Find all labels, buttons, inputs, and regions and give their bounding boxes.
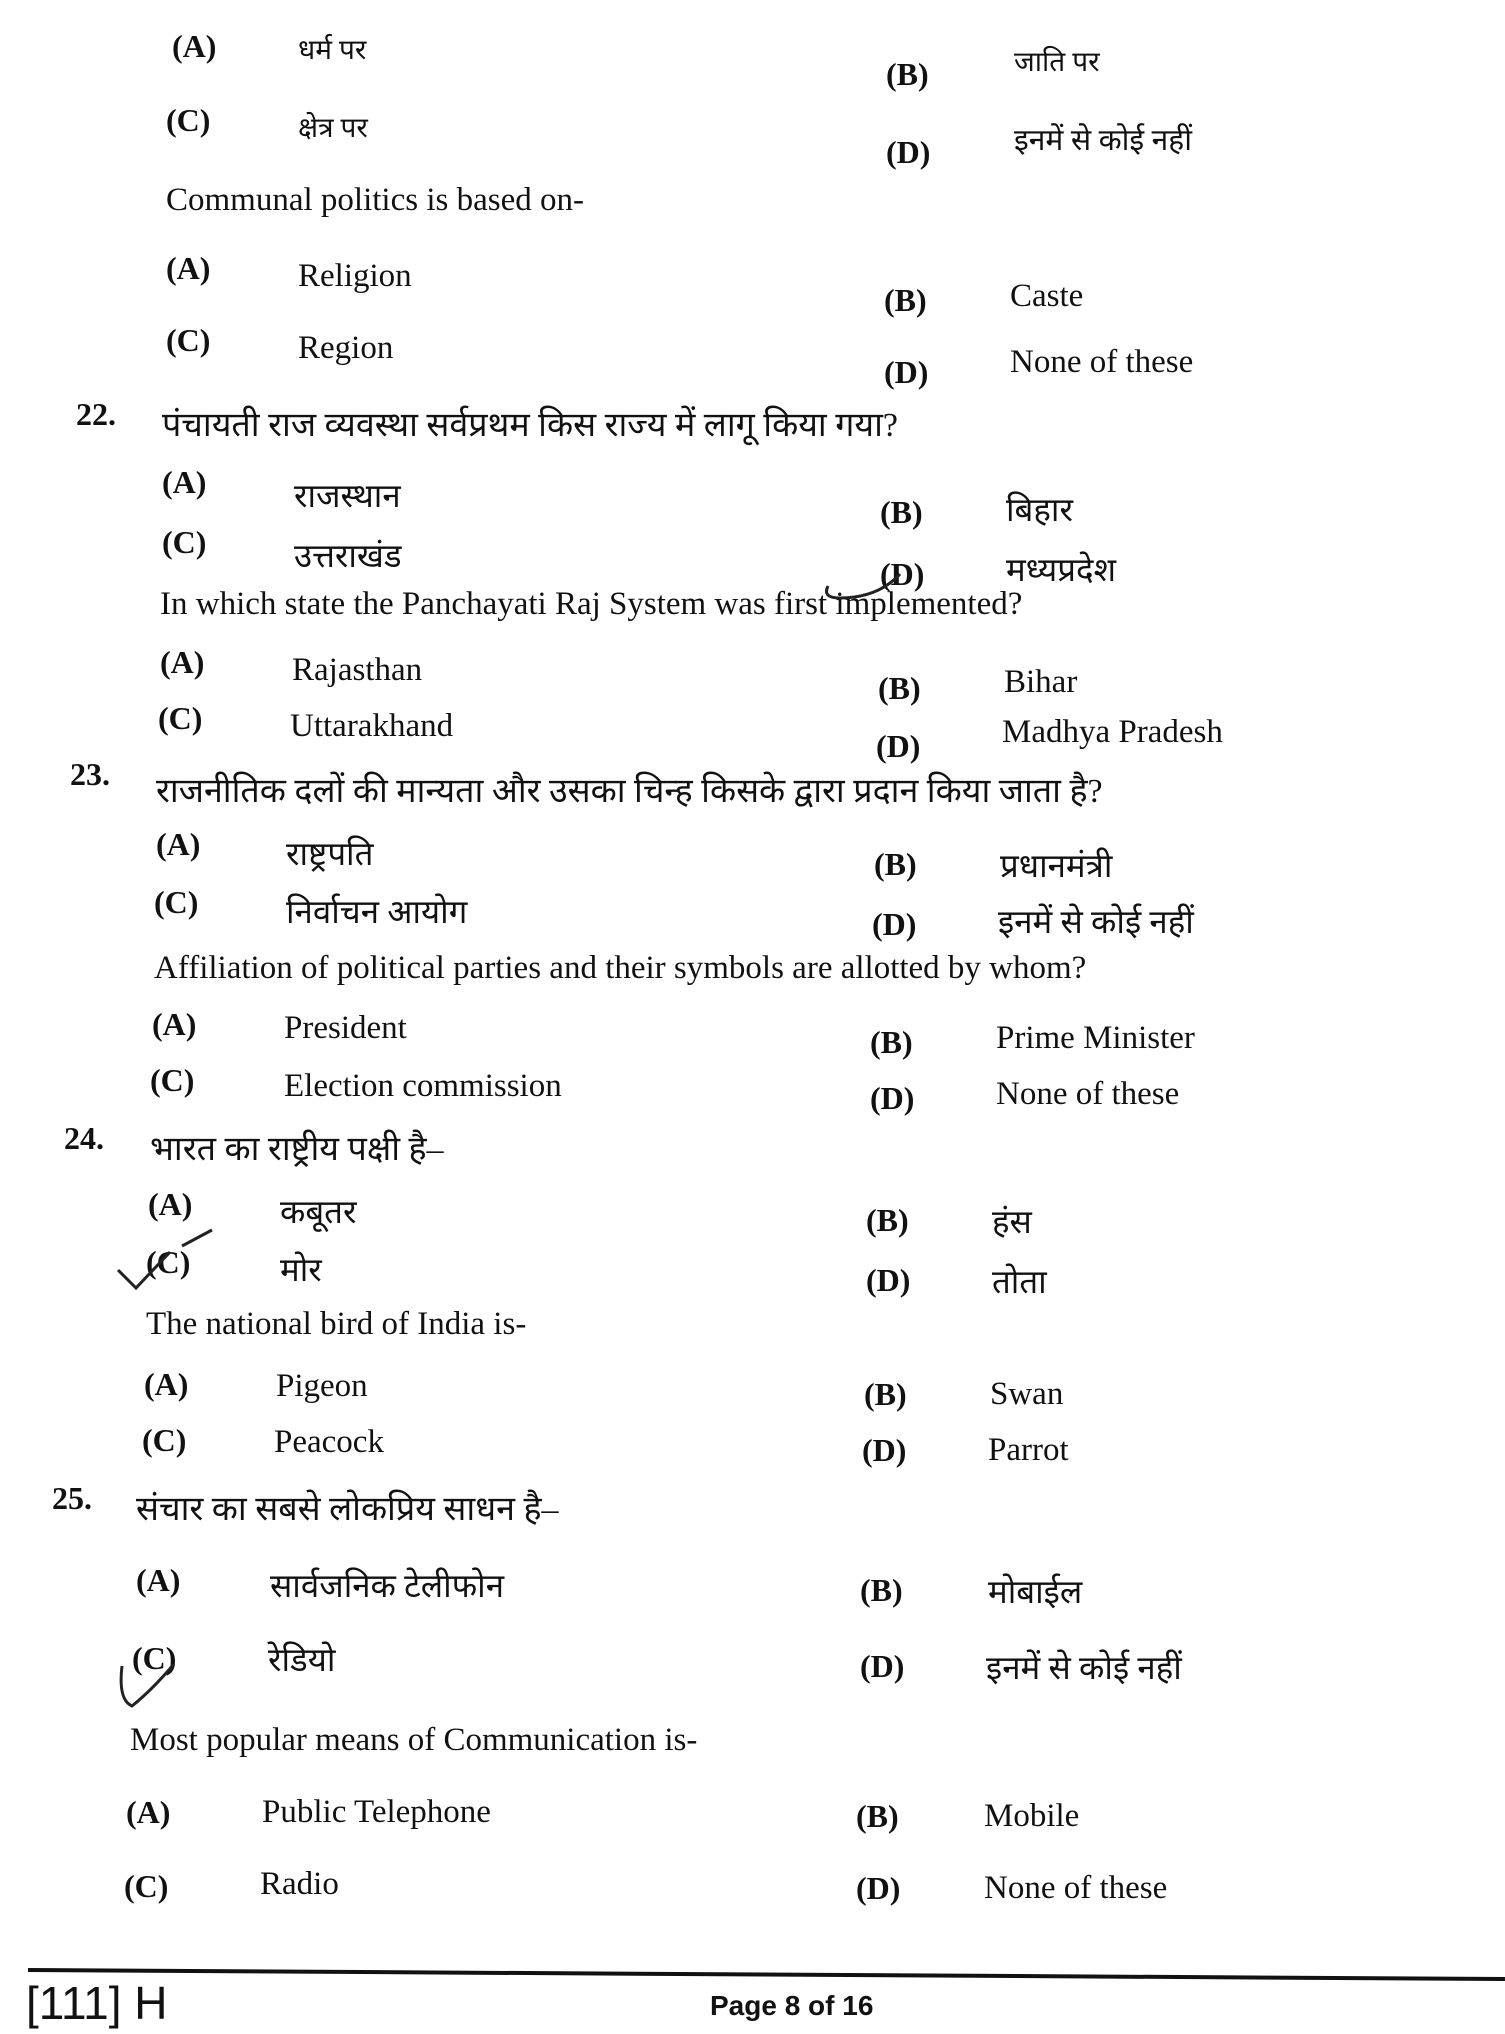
- option-label-a: (A): [172, 28, 217, 64]
- question-text-english: Affiliation of political parties and their symbols are allotted by whom?: [154, 950, 1087, 986]
- option-label-b: (B): [878, 670, 921, 706]
- option-label-d: (D): [884, 354, 929, 390]
- footer-divider: [28, 1968, 1505, 1981]
- option-text-c-hindi: निर्वाचन आयोग: [286, 895, 468, 931]
- option-label-c: (C): [150, 1062, 195, 1098]
- option-text-c-hindi: क्षेत्र पर: [298, 113, 368, 144]
- option-label-c: (C): [158, 700, 203, 736]
- option-text-b-english: Caste: [1010, 278, 1084, 314]
- option-text-a-english: Religion: [298, 258, 412, 294]
- page-number: Page 8 of 16: [710, 1990, 874, 2021]
- option-label-b: (B): [856, 1798, 899, 1834]
- option-text-a-hindi: सार्वजनिक टेलीफोन: [270, 1569, 505, 1605]
- option-text-d-hindi: इनमें से कोई नहीं: [986, 1651, 1182, 1687]
- option-label-b: (B): [884, 282, 927, 318]
- option-text-d-english: Parrot: [988, 1432, 1069, 1468]
- option-label-a: (A): [160, 644, 205, 680]
- option-text-d-hindi: मध्यप्रदेश: [1006, 553, 1117, 589]
- question-number: 22.: [76, 396, 116, 432]
- option-text-c-english: Region: [298, 330, 394, 366]
- question-number: 24.: [64, 1120, 104, 1156]
- option-text-d-english: None of these: [984, 1870, 1168, 1906]
- question-text-english: The national bird of India is-: [146, 1306, 527, 1342]
- option-text-d-english: None of these: [1010, 344, 1194, 380]
- option-text-b-english: Mobile: [984, 1798, 1080, 1834]
- option-text-d-english: Madhya Pradesh: [1002, 714, 1223, 750]
- option-text-c-hindi: उत्तराखंड: [294, 539, 402, 575]
- question-text-english: In which state the Panchayati Raj System was first implemented?: [160, 586, 1023, 622]
- option-label-d: (D): [870, 1080, 915, 1116]
- option-text-b-english: Prime Minister: [996, 1020, 1195, 1056]
- option-label-c: (C): [132, 1640, 177, 1676]
- option-label-c: (C): [154, 884, 199, 920]
- option-text-b-english: Swan: [990, 1376, 1064, 1412]
- option-label-a: (A): [166, 250, 211, 286]
- option-label-a: (A): [156, 826, 201, 862]
- option-text-b-hindi: बिहार: [1006, 493, 1073, 529]
- option-text-a-hindi: राजस्थान: [294, 479, 401, 515]
- option-text-a-hindi: कबूतर: [280, 1195, 357, 1231]
- option-label-a: (A): [144, 1366, 189, 1402]
- option-label-d: (D): [876, 728, 921, 764]
- option-text-a-english: Public Telephone: [262, 1794, 491, 1830]
- question-text-hindi: राजनीतिक दलों की मान्यता और उसका चिन्ह किसके द्वारा प्रदान किया जाता है?: [156, 773, 1103, 810]
- option-label-a: (A): [162, 464, 207, 500]
- option-label-b: (B): [864, 1376, 907, 1412]
- question-text-hindi: पंचायती राज व्यवस्था सर्वप्रथम किस राज्य में लागू किया गया?: [162, 407, 898, 444]
- option-label-d: (D): [880, 556, 925, 592]
- option-label-b: (B): [874, 846, 917, 882]
- question-text-english: Communal politics is based on-: [166, 182, 584, 218]
- option-label-a: (A): [126, 1794, 171, 1830]
- option-label-c: (C): [162, 524, 207, 560]
- question-number: 23.: [70, 756, 110, 792]
- option-text-b-hindi: प्रधानमंत्री: [1000, 849, 1113, 885]
- option-text-d-hindi: इनमें से कोई नहीं: [998, 905, 1194, 941]
- paper-code: [111] H: [26, 1977, 168, 2029]
- option-text-a-english: Rajasthan: [292, 652, 423, 688]
- option-label-b: (B): [886, 56, 929, 92]
- option-label-c: (C): [166, 102, 211, 138]
- option-label-b: (B): [866, 1202, 909, 1238]
- option-text-c-hindi: रेडियो: [268, 1643, 336, 1679]
- question-text-hindi: संचार का सबसे लोकप्रिय साधन है–: [136, 1491, 559, 1528]
- option-label-a: (A): [148, 1186, 193, 1222]
- option-text-a-hindi: धर्म पर: [298, 35, 367, 66]
- option-label-b: (B): [860, 1572, 903, 1608]
- option-label-b: (B): [880, 494, 923, 530]
- question-number: 25.: [52, 1480, 92, 1516]
- option-label-a: (A): [152, 1006, 197, 1042]
- option-text-a-hindi: राष्ट्रपति: [286, 837, 374, 873]
- option-label-a: (A): [136, 1562, 181, 1598]
- option-label-d: (D): [886, 134, 931, 170]
- option-text-d-hindi: तोता: [992, 1265, 1047, 1301]
- option-label-d: (D): [860, 1648, 905, 1684]
- option-text-c-english: Radio: [260, 1866, 339, 1902]
- option-text-c-english: Uttarakhand: [290, 708, 454, 744]
- option-label-c: (C): [142, 1422, 187, 1458]
- option-text-b-hindi: मोबाईल: [988, 1575, 1083, 1611]
- option-text-d-english: None of these: [996, 1076, 1180, 1112]
- option-text-b-hindi: जाति पर: [1014, 47, 1100, 78]
- option-text-a-english: President: [284, 1010, 407, 1046]
- option-text-b-hindi: हंस: [992, 1205, 1032, 1241]
- option-label-c: (C): [124, 1868, 169, 1904]
- option-text-c-english: Peacock: [274, 1424, 384, 1460]
- option-label-d: (D): [856, 1870, 901, 1906]
- option-text-d-hindi: इनमें से कोई नहीं: [1014, 124, 1192, 157]
- option-text-b-english: Bihar: [1004, 664, 1078, 700]
- question-text-english: Most popular means of Communication is-: [130, 1722, 698, 1758]
- option-label-d: (D): [872, 906, 917, 942]
- option-label-c: (C): [166, 322, 211, 358]
- option-text-c-english: Election commission: [284, 1068, 562, 1104]
- option-label-b: (B): [870, 1024, 913, 1060]
- option-label-d: (D): [862, 1432, 907, 1468]
- option-text-c-hindi: मोर: [280, 1253, 322, 1289]
- option-text-a-english: Pigeon: [276, 1368, 368, 1404]
- question-text-hindi: भारत का राष्ट्रीय पक्षी है–: [150, 1131, 444, 1168]
- option-label-c: (C): [146, 1244, 191, 1280]
- option-label-d: (D): [866, 1262, 911, 1298]
